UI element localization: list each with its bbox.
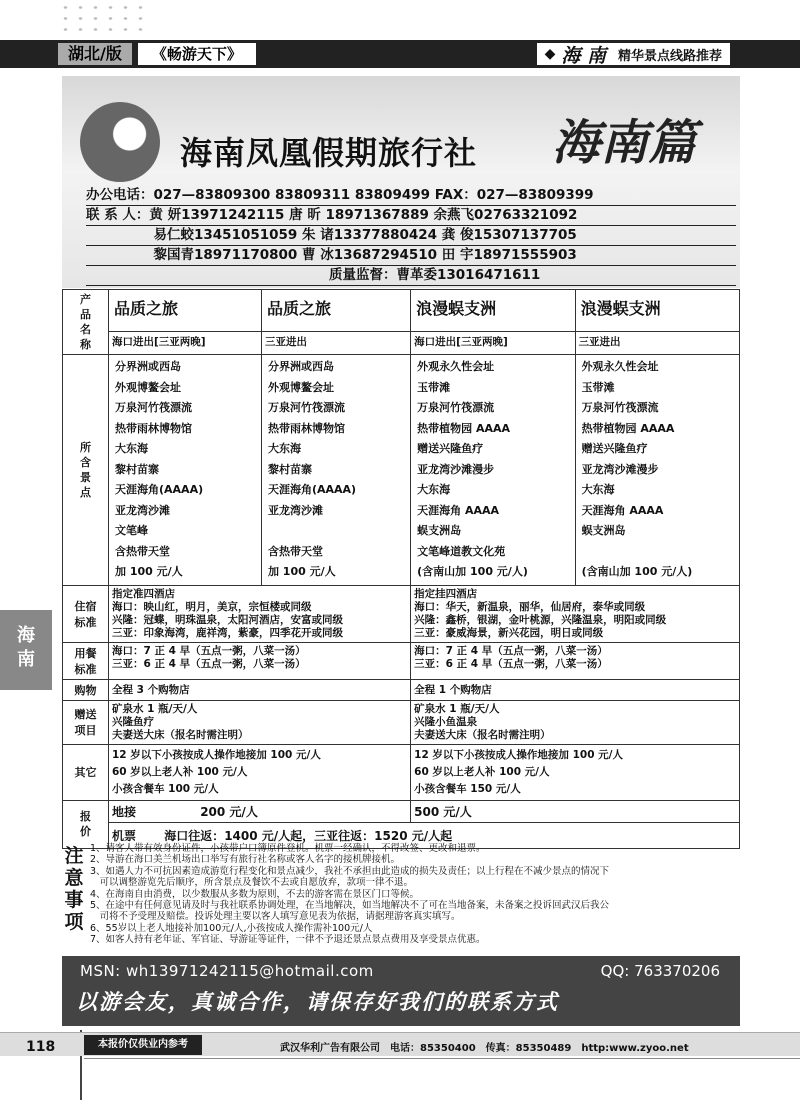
gifts-list: 矿泉水 1 瓶/天/人 兴隆小鱼温泉 夫妻送大床（报名时需注明） — [411, 700, 740, 744]
other-row — [63, 744, 740, 800]
note-item: 4、在海南自由消费，以少数服从多数为原则，不去的游客需在景区门口等候。 — [90, 888, 420, 900]
notes-list — [90, 843, 609, 946]
disclaimer: 本报价仅供业内参考 — [84, 1035, 202, 1055]
note-item: 7、如客人持有老年证、军官证、导游证等证件，一律不予退还景点景点费用及享受景点优惠。 — [90, 934, 486, 946]
header-destination — [537, 43, 730, 65]
msn-contact: MSN: wh13971242115@hotmail.com — [80, 962, 374, 980]
contact-footer — [62, 956, 740, 1026]
product-route: 海口进出[三亚两晚] — [411, 331, 575, 354]
spots-list: 分界洲或西岛 外观博鳌会址 万泉河竹筏漂流 热带雨林博物馆 大东海 黎村苗寨 天涯海角(AAAA) 亚龙湾沙滩 文笔峰 含热带天堂 加 100 元/人 — [109, 355, 262, 586]
agency-banner — [62, 76, 740, 288]
gifts-row — [63, 700, 740, 744]
route-row — [63, 331, 740, 354]
ground-price-value: 200 元/人 — [200, 804, 258, 819]
meals-row — [63, 642, 740, 679]
shopping-label: 购物 — [63, 679, 109, 700]
ground-price-value: 500 元/人 — [411, 800, 740, 822]
meals-standard: 海口：7 正 4 早（五点一粥，八菜一汤） 三亚：6 正 4 早（五点一粥，八菜一汤） — [411, 642, 740, 679]
meals-label: 用餐 标准 — [63, 642, 109, 679]
lodging-standard: 指定准四酒店 海口：映山红，明月，美京，宗恒楼或同级 兴隆：冠蝶，明珠温泉，太阳河酒店，安富或同级 三亚：印象海湾，鹿祥湾，紫豪，四季花开或同级 — [109, 585, 411, 642]
ground-price — [109, 800, 411, 822]
spots-label: 所 含 景 点 — [63, 355, 109, 586]
note-item: 5、在途中有任何意见请及时与我社联系协调处理，在当地解决，如当地解决不了可在当地备案，未备案之投诉回武汉后我公 — [90, 900, 610, 912]
product-name-row — [63, 290, 740, 332]
contact-block — [86, 186, 736, 286]
bottom-bar — [0, 1032, 800, 1056]
calligraphy-title: 海南篇 — [552, 115, 697, 171]
contact-line: 质量监督：曹革委13016471611 — [86, 266, 736, 286]
spots-list: 分界洲或西岛 外观博鳌会址 万泉河竹筏漂流 热带雨林博物馆 大东海 黎村苗寨 天涯海角(AAAA) 亚龙湾沙滩 含热带天堂 加 100 元/人 — [261, 355, 410, 586]
phoenix-logo-icon — [80, 102, 160, 182]
product-route: 三亚进出 — [261, 331, 410, 354]
note-item: 司将不予受理及赔偿。投诉处理主要以客人填写意见表为依据，请据理游客真实填写。 — [90, 911, 461, 923]
region-label: 湖北/版 — [58, 43, 132, 65]
contact-line: 黎国青18971170800 曹 冰13687294510 田 宇18971555903 — [86, 246, 736, 266]
section-label: 《畅游天下》 — [138, 43, 256, 65]
spots-list: 外观永久性会址 玉带滩 万泉河竹筏漂流 热带植物园 AAAA 赠送兴隆鱼疗 亚龙湾沙滩漫步 大东海 天涯海角 AAAA 蜈支洲岛 (含南山加 100 元/人) — [575, 355, 739, 586]
agency-name: 海南凤凰假期旅行社 — [180, 134, 478, 172]
lodging-label: 住宿 标准 — [63, 585, 109, 642]
contact-line: 易仁蛟13451051059 朱 诸13377880424 龚 俊15307137705 — [86, 226, 736, 246]
product-name: 浪漫蜈支洲 — [411, 290, 575, 332]
notes-label: 注 意 事 项 — [64, 845, 84, 933]
slogan: 以游会友，真诚合作，请保存好我们的联系方式 — [76, 989, 559, 1014]
gifts-list: 矿泉水 1 瓶/天/人 兴隆鱼疗 夫妻送大床（报名时需注明） — [109, 700, 411, 744]
other-terms: 12 岁以下小孩按成人操作地接加 100 元/人 60 岁以上老人补 100 元/人 小孩含餐车 150 元/人 — [411, 744, 740, 800]
itinerary-price-table — [62, 289, 740, 849]
contact-line: 联 系 人：黄 妍13971242115 唐 昕 18971367889 余燕飞02763321092 — [86, 206, 736, 226]
air-price-value: 海口往返：1400 元/人起，三亚往返：1520 元/人起 — [164, 828, 453, 843]
air-label: 机票 — [112, 828, 137, 843]
destination-title: 海 南 — [561, 44, 606, 67]
advertiser-info: 武汉华利广告有限公司 电话：85350400 传真：85350489 http:www.zyoo.net — [280, 1043, 689, 1054]
note-item: 3、如遇人力不可抗因素造成游览行程变化和景点减少，我社不承担由此造成的损失及责任；以上行程在不减少景点的情况下 — [90, 865, 610, 877]
ground-price-row — [63, 800, 740, 822]
qq-contact: QQ: 763370206 — [600, 962, 720, 980]
other-terms: 12 岁以下小孩按成人操作地接加 100 元/人 60 岁以上老人补 100 元/人 小孩含餐车 100 元/人 — [109, 744, 411, 800]
side-tab: 海 南 — [0, 610, 52, 690]
other-label: 其它 — [63, 744, 109, 800]
note-item: 2、导游在海口美兰机场出口举写有旅行社名称或客人名字的接机牌接机。 — [90, 854, 401, 866]
dot-pattern — [58, 2, 148, 36]
note-item: 6、55岁以上老人地接补加100元/人,小孩按成人操作需补100元/人 — [90, 922, 373, 934]
ground-label: 地接 — [112, 804, 137, 819]
product-name: 品质之旅 — [261, 290, 410, 332]
lodging-standard: 指定挂四酒店 海口：华天，新温泉，丽华，仙居府，泰华或同级 兴隆：鑫桥，银湖，金叶桃源，兴隆温泉，明阳或同级 三亚：豪威海景，新兴花园，明日或同级 — [411, 585, 740, 642]
note-item: 1、请客人带有效身份证件，小孩带户口簿原件登机。机票一经确认，不得改签、更改和退票。 — [90, 843, 486, 854]
spots-row — [63, 355, 740, 586]
shopping-row — [63, 679, 740, 700]
spots-list: 外观永久性会址 玉带滩 万泉河竹筏漂流 热带植物园 AAAA 赠送兴隆鱼疗 亚龙湾沙滩漫步 大东海 天涯海角 AAAA 蜈支洲岛 文笔峰道教文化苑 (含南山加 100 元/人) — [411, 355, 575, 586]
product-name: 品质之旅 — [109, 290, 262, 332]
note-item: 可以调整游览先后顺序，所含景点及餐饮不去或自愿放弃，款项一律不退。 — [90, 877, 414, 889]
destination-subtitle: 精华景点线路推荐 — [617, 48, 722, 64]
notes-section — [62, 841, 740, 954]
price-label: 报 价 — [63, 800, 109, 848]
divider — [84, 1058, 800, 1059]
contact-line: 办公电话：027—83809300 83809311 83809499 FAX：027—83809399 — [86, 186, 736, 206]
page-number: 118 — [26, 1039, 56, 1055]
diamond-icon: ◆ — [544, 46, 556, 62]
product-name: 浪漫蜈支洲 — [575, 290, 739, 332]
lodging-row — [63, 585, 740, 642]
meals-standard: 海口：7 正 4 早（五点一粥，八菜一汤） 三亚：6 正 4 早（五点一粥，八菜一汤） — [109, 642, 411, 679]
shopping-value: 全程 1 个购物店 — [411, 679, 740, 700]
product-name-label: 产 品 名 称 — [63, 290, 109, 355]
product-route: 三亚进出 — [575, 331, 739, 354]
header-bar — [0, 40, 800, 68]
gifts-label: 赠送 项目 — [63, 700, 109, 744]
product-route: 海口进出[三亚两晚] — [109, 331, 262, 354]
shopping-value: 全程 3 个购物店 — [109, 679, 411, 700]
